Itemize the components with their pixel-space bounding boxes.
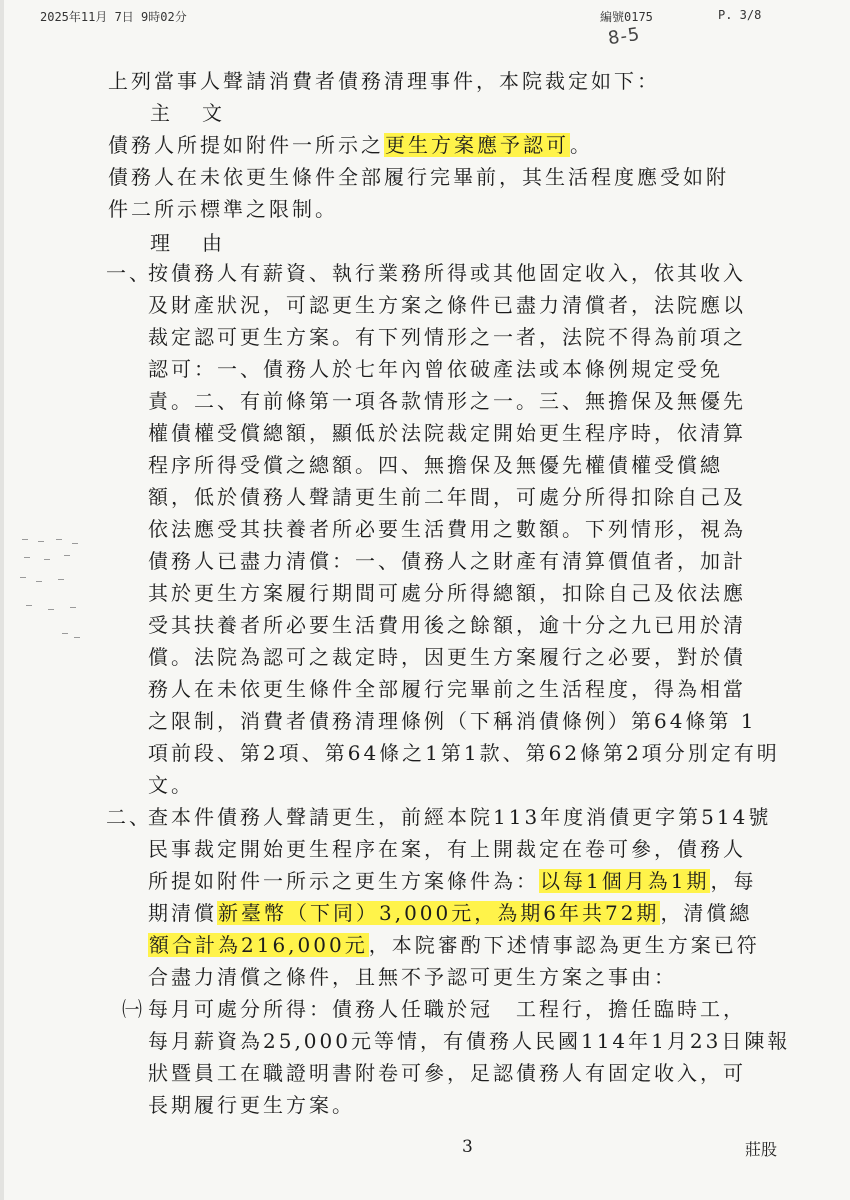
reason-2-line-4 [148, 898, 798, 928]
reason-1-line: 按債務人有薪資、執行業務所得或其他固定收入，依其收入 [148, 261, 746, 285]
scan-edge [0, 0, 4, 1200]
fax-header [0, 8, 850, 30]
reason-1-marker: 一、 [106, 261, 152, 285]
main-item-1 [108, 130, 758, 160]
sub-1-line-3: 狀暨員工在職證明書附卷可參，足認債務人有固定收入，可 [148, 1061, 746, 1085]
scan-artifact-dots [18, 537, 88, 647]
reason-1-line: 受其扶養者所必要生活費用後之餘額，逾十分之九已用於清 [148, 613, 746, 637]
main-heading: 主 文 [150, 101, 228, 125]
reason-2-marker: 二、 [106, 805, 152, 829]
fax-datetime: 2025年11月 7日 9時02分 [40, 10, 187, 24]
reason-2-line-2: 民事裁定開始更生程序在案，有上開裁定在卷可參，債務人 [148, 837, 746, 861]
reason-1-line: 程序所得受償之總額。四、無擔保及無優先權債權受償總 [148, 453, 723, 477]
intro-line: 上列當事人聲請消費者債務清理事件，本院裁定如下： [108, 69, 660, 93]
highlight-installment: 新臺幣（下同）3,000元，為期6年共72期 [218, 901, 660, 925]
sub-1-line-4: 長期履行更生方案。 [148, 1093, 355, 1117]
reason-2-line-1: 查本件債務人聲請更生，前經本院113年度消債更字第514號 [148, 805, 772, 829]
reason-1-line: 償。法院為認可之裁定時，因更生方案履行之必要，對於債 [148, 645, 746, 669]
reason-1-line: 額，低於債務人聲請更生前二年間，可處分所得扣除自己及 [148, 485, 746, 509]
reason-1-line: 及財產狀況，可認更生方案之條件已盡力清償者，法院應以 [148, 293, 746, 317]
main-item-2-line-1: 債務人在未依更生條件全部履行完畢前，其生活程度應受如附 [108, 165, 729, 189]
reason-2-line-4-prefix: 期清償 [148, 901, 217, 925]
reason-2-line-3-prefix: 所提如附件一所示之更生方案條件為： [148, 869, 539, 893]
reason-1-line: 項前段、第2項、第64條之1第1款、第62條第2項分別定有明 [148, 741, 780, 765]
reason-2-line-3-suffix: ，每 [710, 869, 757, 893]
reason-1-line: 務人在未依更生條件全部履行完畢前之生活程度，得為相當 [148, 677, 746, 701]
reason-1-line: 文。 [148, 773, 194, 797]
fax-number: 編號0175 [600, 10, 653, 24]
main-item-2-line-2: 件二所示標準之限制。 [108, 197, 338, 221]
highlight-approval: 更生方案應予認可 [385, 133, 569, 157]
handwritten-mark: 8-5 [606, 23, 642, 50]
sub-1-line-2: 每月薪資為25,000元等情，有債務人民國114年1月23日陳報 [148, 1029, 791, 1053]
reason-2-line-5 [148, 930, 798, 960]
reason-1-line: 債務人已盡力清償：一、債務人之財產有清算價值者，加計 [148, 549, 746, 573]
sub-1-marker: ㈠ [122, 997, 142, 1021]
court-unit: 莊股 [745, 1140, 778, 1159]
reason-heading: 理 由 [150, 231, 228, 255]
reason-1-line: 其於更生方案履行期間可處分所得總額，扣除自己及依法應 [148, 581, 746, 605]
highlight-total: 額合計為216,000元 [149, 933, 368, 957]
reason-1-line: 權債權受償總額，顯低於法院裁定開始更生程序時，依清算 [148, 421, 746, 445]
reason-2-line-5-suffix: ，本院審酌下述情事認為更生方案已符 [368, 933, 760, 957]
main-item-1-prefix: 債務人所提如附件一所示之 [108, 133, 384, 157]
reason-2-line-4-suffix: ，清償總 [660, 901, 753, 925]
reason-2-line-3 [148, 866, 798, 896]
sub-1-line-1: 每月可處分所得：債務人任職於冠 工程行，擔任臨時工， [148, 997, 746, 1021]
fax-page: P. 3/8 [718, 8, 762, 22]
reason-1-line: 責。二、有前條第一項各款情形之一。三、無擔保及無優先 [148, 389, 746, 413]
highlight-period: 以每1個月為1期 [540, 869, 710, 893]
reason-1-line: 之限制，消費者債務清理條例（下稱消債條例）第64條第 1 [148, 709, 757, 733]
reason-2-line-6: 合盡力清償之條件，且無不予認可更生方案之事由： [148, 965, 677, 989]
reason-1-line: 依法應受其扶養者所必要生活費用之數額。下列情形，視為 [148, 517, 746, 541]
page-number: 3 [462, 1137, 473, 1157]
main-item-1-suffix: 。 [570, 133, 593, 157]
reason-1-line: 認可：一、債務人於七年內曾依破產法或本條例規定受免 [148, 357, 723, 381]
reason-1-line: 裁定認可更生方案。有下列情形之一者，法院不得為前項之 [148, 325, 746, 349]
